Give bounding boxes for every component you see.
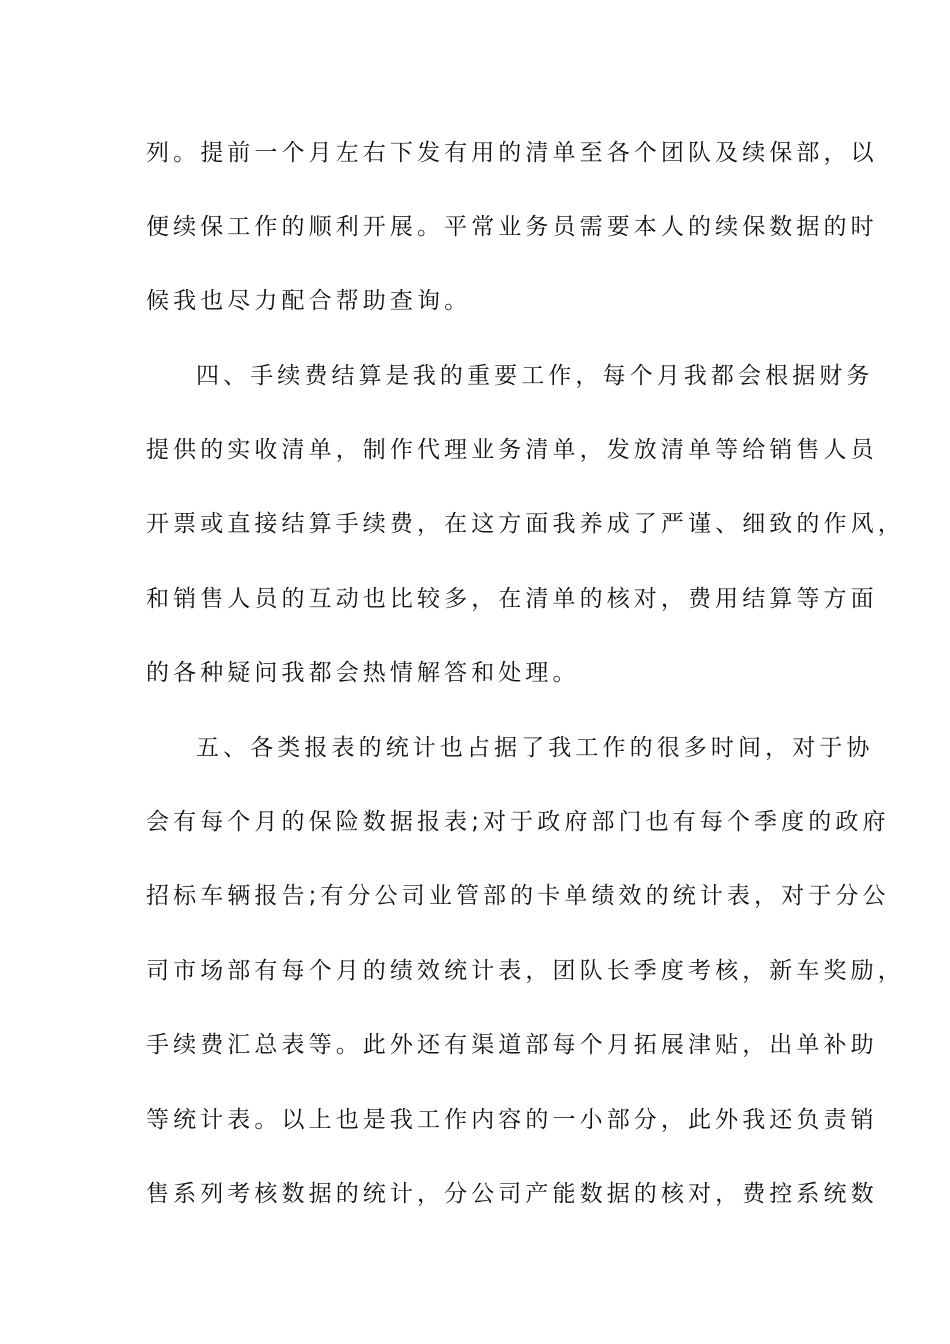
text-line: 会有每个月的保险数据报表;对于政府部门也有每个季度的政府	[146, 809, 890, 835]
text-line: 列。提前一个月左右下发有用的清单至各个团队及续保部，以	[146, 140, 878, 166]
paragraph-start-line: 四、手续费结算是我的重要工作，每个月我都会根据财务	[196, 363, 874, 389]
text-line: 手续费汇总表等。此外还有渠道部每个月拓展津贴，出单补助	[146, 1032, 878, 1058]
text-line: 开票或直接结算手续费，在这方面我养成了严谨、细致的作风，	[146, 511, 905, 537]
text-line: 提供的实收清单，制作代理业务清单，发放清单等给销售人员	[146, 437, 878, 463]
text-line: 的各种疑问我都会热情解答和处理。	[146, 660, 580, 686]
text-line: 候我也尽力配合帮助查询。	[146, 288, 472, 314]
text-line: 司市场部有每个月的绩效统计表，团队长季度考核，新车奖励，	[146, 958, 905, 984]
text-line: 售系列考核数据的统计，分公司产能数据的核对，费控系统数	[146, 1181, 878, 1207]
paragraph-start-line: 五、各类报表的统计也占据了我工作的很多时间，对于协	[196, 735, 874, 761]
text-line: 和销售人员的互动也比较多，在清单的核对，费用结算等方面	[146, 586, 878, 612]
text-line: 等统计表。以上也是我工作内容的一小部分，此外我还负责销	[146, 1107, 878, 1133]
text-line: 便续保工作的顺利开展。平常业务员需要本人的续保数据的时	[146, 214, 878, 240]
text-line: 招标车辆报告;有分公司业管部的卡单绩效的统计表，对于分公	[146, 883, 890, 909]
